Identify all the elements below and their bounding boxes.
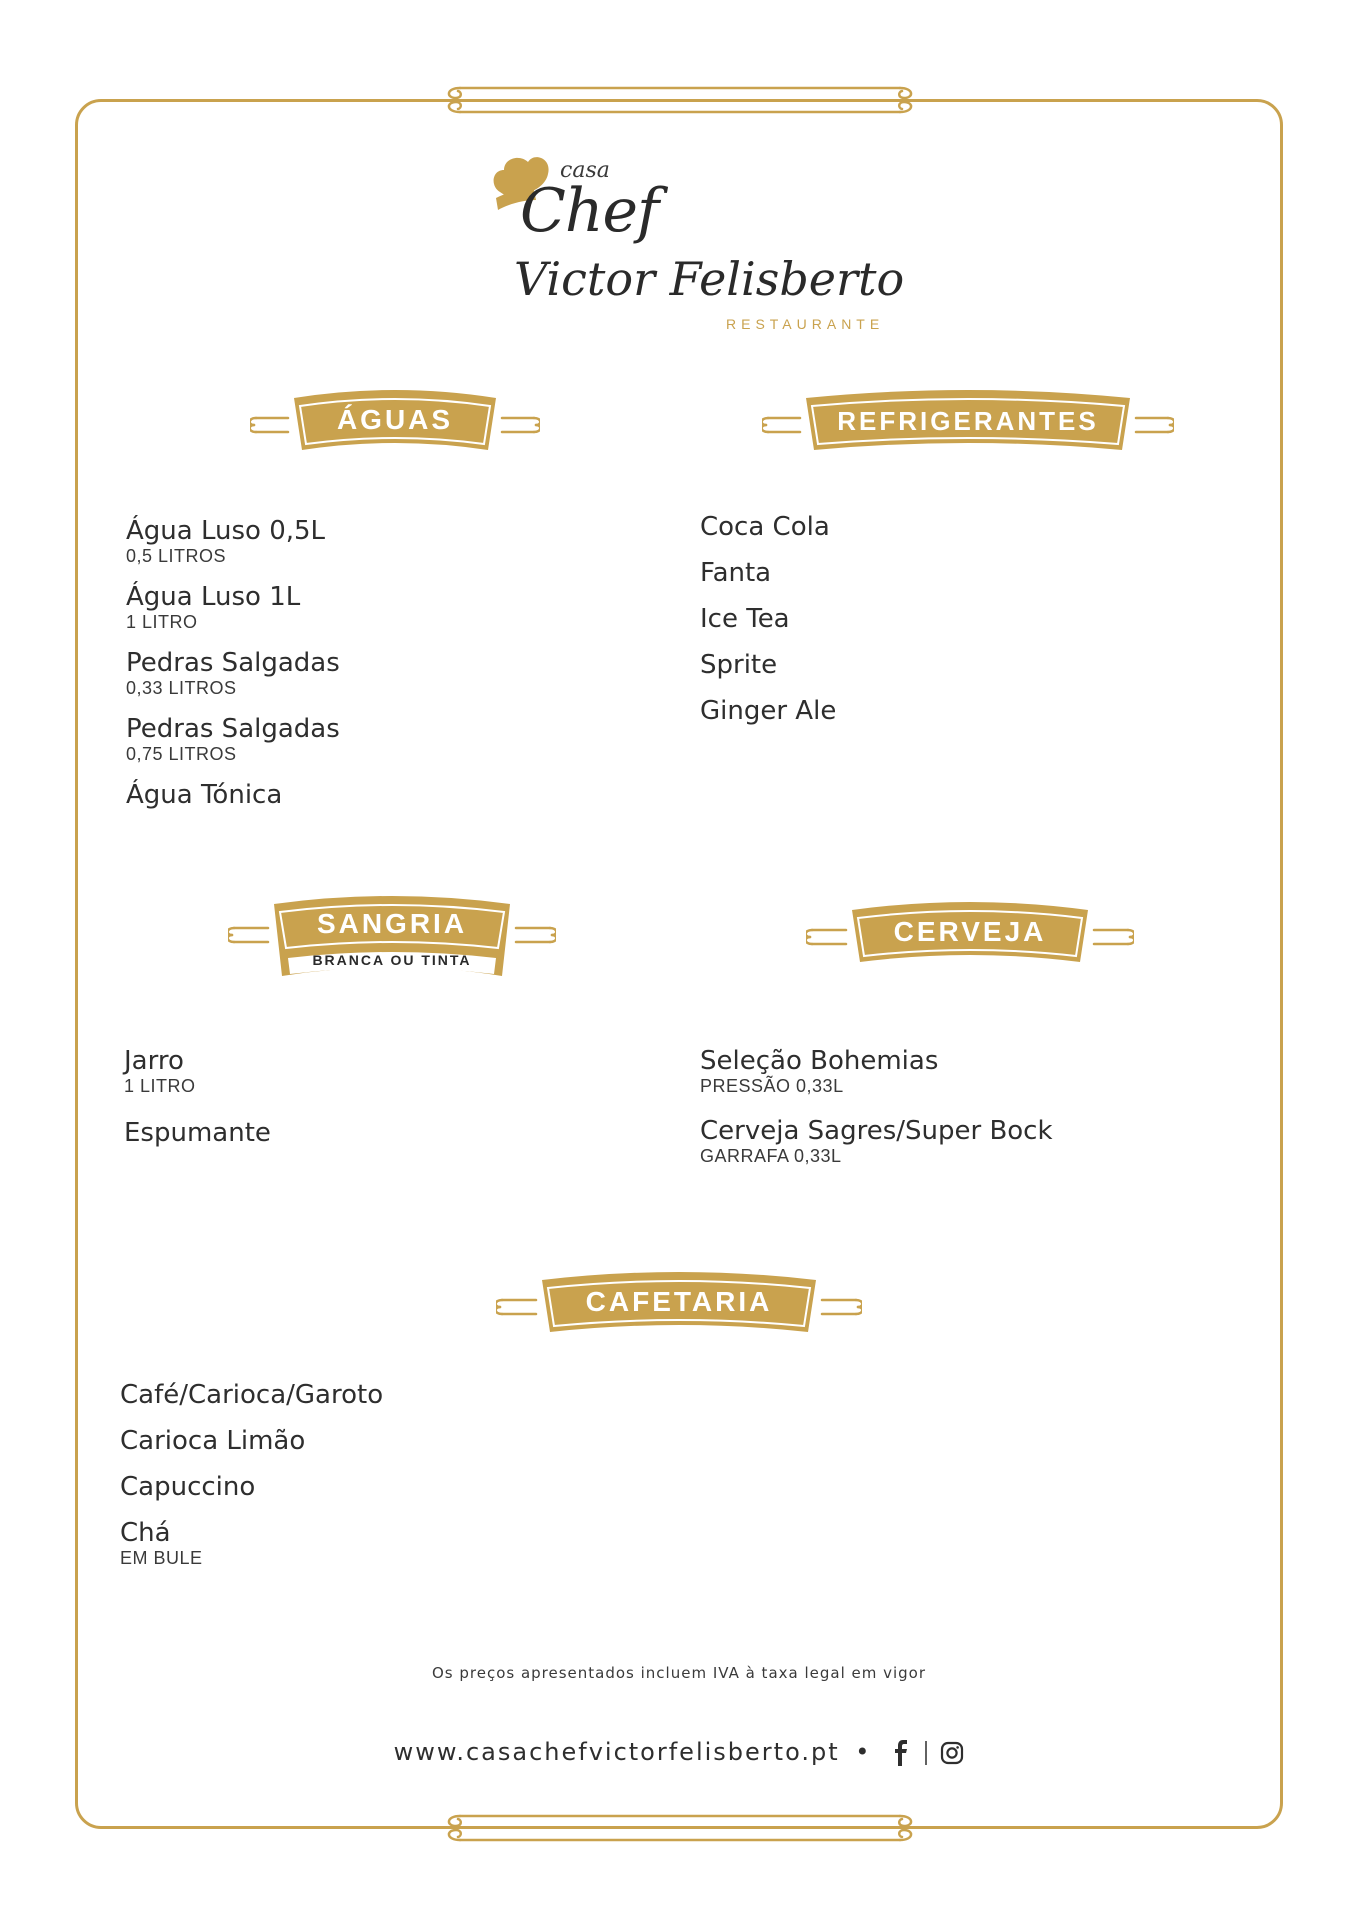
item-name: Fanta <box>700 558 772 588</box>
menu-item <box>120 1518 383 1578</box>
website-link[interactable]: www.casachefvictorfelisberto.pt <box>393 1738 840 1766</box>
menu-item <box>700 604 836 650</box>
item-detail: 1 LITRO <box>124 1076 196 1096</box>
menu-item <box>700 1046 1053 1116</box>
item-name: Água Luso 0,5L <box>126 516 326 546</box>
menu-item <box>124 1046 271 1118</box>
item-detail: GARRAFA 0,33L <box>700 1146 842 1166</box>
banner-subtitle: BRANCA OU TINTA <box>312 952 472 968</box>
price-footnote: Os preços apresentados incluem IVA à taxa legal em vigor <box>431 1664 927 1682</box>
menu-item <box>120 1472 383 1518</box>
menu-item <box>126 516 340 582</box>
banner-title: ÁGUAS <box>336 404 454 435</box>
item-name: Ginger Ale <box>700 696 837 726</box>
menu-item <box>700 650 836 696</box>
footer <box>0 1737 1358 1767</box>
banner-refrigerantes <box>762 384 1174 464</box>
menu-item <box>126 582 340 648</box>
item-name: Ice Tea <box>700 604 790 634</box>
banner-aguas <box>250 384 540 464</box>
section-aguas <box>126 516 340 820</box>
item-detail: PRESSÃO 0,33L <box>700 1076 844 1096</box>
item-detail: 1 LITRO <box>126 612 198 632</box>
menu-item <box>700 696 836 742</box>
item-name: Chá <box>120 1518 171 1548</box>
menu-item <box>700 512 836 558</box>
logo-chef: Chef <box>520 176 659 246</box>
item-name: Carioca Limão <box>120 1426 306 1456</box>
menu-item <box>700 1116 1053 1176</box>
banner-title: REFRIGERANTES <box>837 406 1099 436</box>
facebook-icon[interactable] <box>891 1740 911 1766</box>
logo-subtitle: RESTAURANTE <box>726 316 885 332</box>
menu-item <box>126 780 340 820</box>
ribbon-shape <box>228 892 556 992</box>
item-name: Capuccino <box>120 1472 256 1502</box>
section-sangria <box>124 1046 271 1158</box>
logo-casa: casa <box>560 158 610 183</box>
item-name: Coca Cola <box>700 512 830 542</box>
restaurant-logo <box>480 148 905 348</box>
banner-sangria <box>228 892 556 992</box>
item-name: Pedras Salgadas <box>126 648 340 678</box>
item-name: Seleção Bohemias <box>700 1046 939 1076</box>
item-name: Água Tónica <box>126 780 283 810</box>
banner-cafetaria <box>496 1266 862 1346</box>
item-detail: 0,5 LITROS <box>126 546 227 566</box>
banner-title: SANGRIA <box>316 908 468 939</box>
menu-item <box>120 1426 383 1472</box>
separator: • <box>855 1738 872 1766</box>
item-name: Cerveja Sagres/Super Bock <box>700 1116 1053 1146</box>
bottom-ornament <box>440 1806 920 1850</box>
top-ornament <box>440 78 920 122</box>
item-detail: 0,75 LITROS <box>126 744 237 764</box>
item-name: Café/Carioca/Garoto <box>120 1380 384 1410</box>
banner-title: CERVEJA <box>893 916 1047 947</box>
menu-item <box>700 558 836 604</box>
banner-cerveja <box>806 896 1134 976</box>
banner-title: CAFETARIA <box>585 1286 773 1317</box>
item-name: Água Luso 1L <box>126 582 301 612</box>
instagram-icon[interactable] <box>940 1741 964 1765</box>
item-name: Sprite <box>700 650 778 680</box>
section-cafetaria <box>120 1380 383 1578</box>
menu-item <box>126 714 340 780</box>
item-name: Pedras Salgadas <box>126 714 340 744</box>
item-name: Jarro <box>124 1046 184 1076</box>
menu-item <box>126 648 340 714</box>
menu-item <box>124 1118 271 1158</box>
social-icons <box>891 1738 964 1767</box>
logo-name: Victor Felisberto <box>514 252 905 306</box>
item-name: Espumante <box>124 1118 271 1148</box>
section-refrigerantes <box>700 512 836 742</box>
menu-item <box>120 1380 383 1426</box>
item-detail: 0,33 LITROS <box>126 678 237 698</box>
section-cerveja <box>700 1046 1053 1176</box>
item-detail: EM BULE <box>120 1548 203 1568</box>
divider-line <box>921 1739 931 1767</box>
